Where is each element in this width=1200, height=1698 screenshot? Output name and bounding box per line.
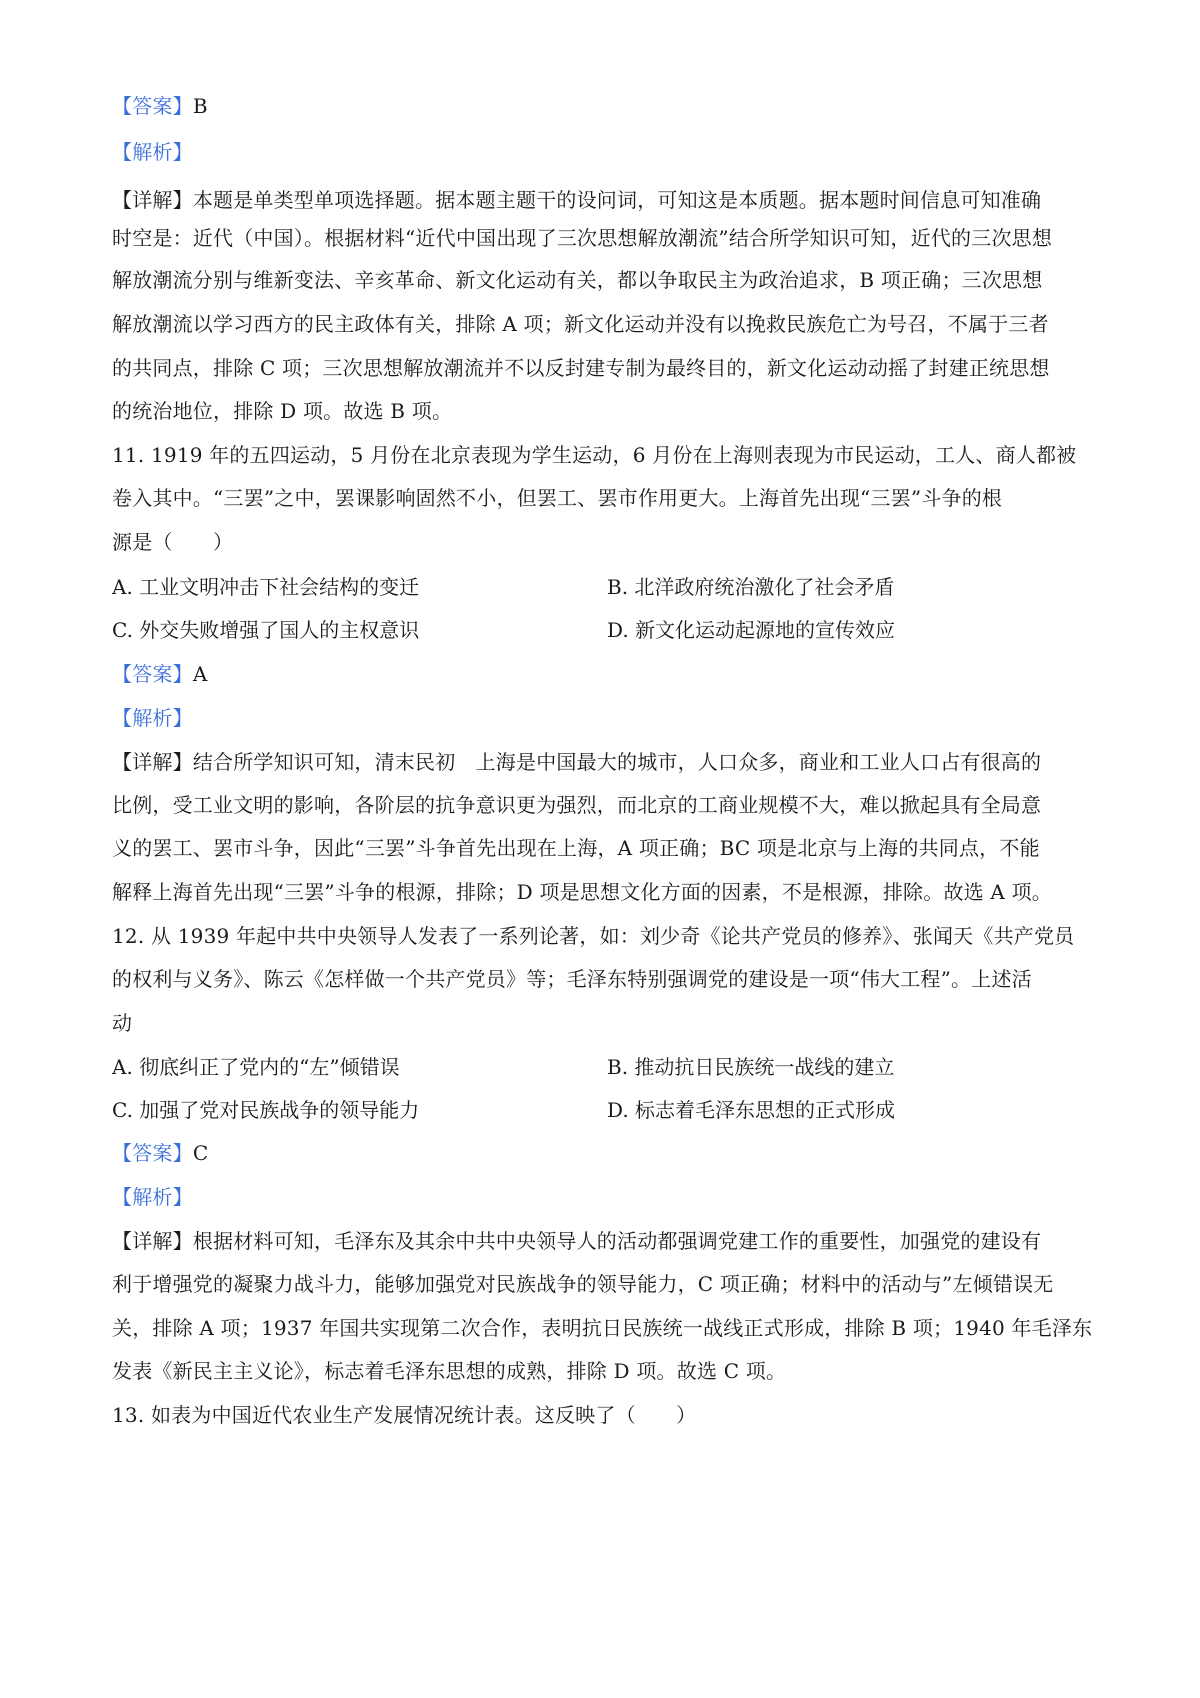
answer-tag: 【答案】	[112, 94, 193, 118]
q11-stem-line-0: 11. 1919 年的五四运动，5 月份在北京表现为学生运动，6 月份在上海则表现为市民运动，工人、商人都被	[112, 443, 1077, 467]
q10-detail-line-4: 的共同点，排除 C 项；三次思想解放潮流并不以反封建专制为最终目的，新文化运动动摇了封建正统思想	[112, 356, 1050, 380]
q11-answer-line	[112, 660, 1102, 688]
detail-text: 本题是单类型单项选择题。据本题主题干的设问词，可知这是本质题。据本题时间信息可知准确	[192, 188, 1042, 212]
answer-tag: 【答案】	[112, 1141, 193, 1165]
q10-detail-line-2: 解放潮流分别与维新变法、辛亥革命、新文化运动有关，都以争取民主为政治追求，B 项正确；三次思想	[112, 268, 1043, 292]
detail-tag: 【详解】	[112, 188, 193, 212]
q10-detail-line-5: 的统治地位，排除 D 项。故选 B 项。	[112, 399, 453, 423]
q12-option-c: C. 加强了党对民族战争的领导能力	[112, 1098, 420, 1122]
q12-stem-line-2: 动	[112, 1011, 133, 1035]
q12-stem-line-1: 的权利与义务》、陈云《怎样做一个共产党员》等；毛泽东特别强调党的建设是一项“伟大工程”。上述活	[112, 967, 1032, 991]
q13-stem-line-0: 13. 如表为中国近代农业生产发展情况统计表。这反映了（ ）	[112, 1403, 697, 1427]
q10-analysis-line	[112, 138, 1102, 166]
q12-option-b: B. 推动抗日民族统一战线的建立	[607, 1055, 895, 1079]
q12-stem-line-0: 12. 从 1939 年起中共中央领导人发表了一系列论著，如：刘少奇《论共产党员的修养》、张闻天《共产党员	[112, 924, 1075, 948]
q12-detail-line-2: 关，排除 A 项；1937 年国共实现第二次合作，表明抗日民族统一战线正式形成，排除 B 项；1940 年毛泽东	[112, 1316, 1093, 1340]
q11-detail-line-0	[112, 748, 1102, 776]
detail-text: 根据材料可知，毛泽东及其余中共中央领导人的活动都强调党建工作的重要性，加强党的建设有	[192, 1229, 1042, 1253]
q11-option-a: A. 工业文明冲击下社会结构的变迁	[112, 575, 420, 599]
q10-detail-line-3: 解放潮流以学习西方的民主政体有关，排除 A 项；新文化运动并没有以挽救民族危亡为号召，不属于三者	[112, 312, 1049, 336]
analysis-tag: 【解析】	[112, 706, 193, 730]
answer-tag: 【答案】	[112, 662, 193, 686]
q11-stem-line-1: 卷入其中。“三罢”之中，罢课影响固然不小，但罢工、罢市作用更大。上海首先出现“三罢”斗争的根	[112, 486, 1003, 510]
q11-stem-line-2: 源是（ ）	[112, 530, 234, 554]
q12-detail-line-1: 利于增强党的凝聚力战斗力，能够加强党对民族战争的领导能力，C 项正确；材料中的活动与”左倾错误无	[112, 1272, 1054, 1296]
q12-analysis-line	[112, 1183, 1102, 1211]
q11-option-d: D. 新文化运动起源地的宣传效应	[607, 618, 896, 642]
analysis-tag: 【解析】	[112, 140, 193, 164]
q11-option-b: B. 北洋政府统治激化了社会矛盾	[607, 575, 895, 599]
q12-option-d: D. 标志着毛泽东思想的正式形成	[607, 1098, 896, 1122]
answer-value: A	[192, 662, 208, 686]
q11-analysis-line	[112, 704, 1102, 732]
detail-tag: 【详解】	[112, 750, 193, 774]
detail-text: 结合所学知识可知，清末民初 上海是中国最大的城市，人口众多，商业和工业人口占有很高的	[192, 750, 1042, 774]
q12-option-a: A. 彻底纠正了党内的“左”倾错误	[112, 1055, 400, 1079]
q10-answer-line	[112, 92, 1102, 120]
q11-option-c: C. 外交失败增强了国人的主权意识	[112, 618, 420, 642]
q12-answer-line	[112, 1139, 1102, 1167]
q10-detail-line-1: 时空是：近代（中国）。根据材料“近代中国出现了三次思想解放潮流”结合所学知识可知，近代的三次思想	[112, 226, 1053, 250]
answer-value: C	[192, 1141, 209, 1165]
q12-detail-line-3: 发表《新民主主义论》，标志着毛泽东思想的成熟，排除 D 项。故选 C 项。	[112, 1359, 787, 1383]
q11-detail-line-1: 比例，受工业文明的影响，各阶层的抗争意识更为强烈，而北京的工商业规模不大，难以掀起具有全局意	[112, 793, 1042, 817]
q11-detail-line-3: 解释上海首先出现“三罢”斗争的根源，排除；D 项是思想文化方面的因素，不是根源，排除。故选 A 项。	[112, 880, 1052, 904]
q12-detail-line-0	[112, 1227, 1102, 1255]
q11-detail-line-2: 义的罢工、罢市斗争，因此“三罢”斗争首先出现在上海，A 项正确；BC 项是北京与上海的共同点，不能	[112, 836, 1040, 860]
answer-value: B	[192, 94, 208, 118]
q10-detail-line-0	[112, 186, 1102, 214]
detail-tag: 【详解】	[112, 1229, 193, 1253]
analysis-tag: 【解析】	[112, 1185, 193, 1209]
